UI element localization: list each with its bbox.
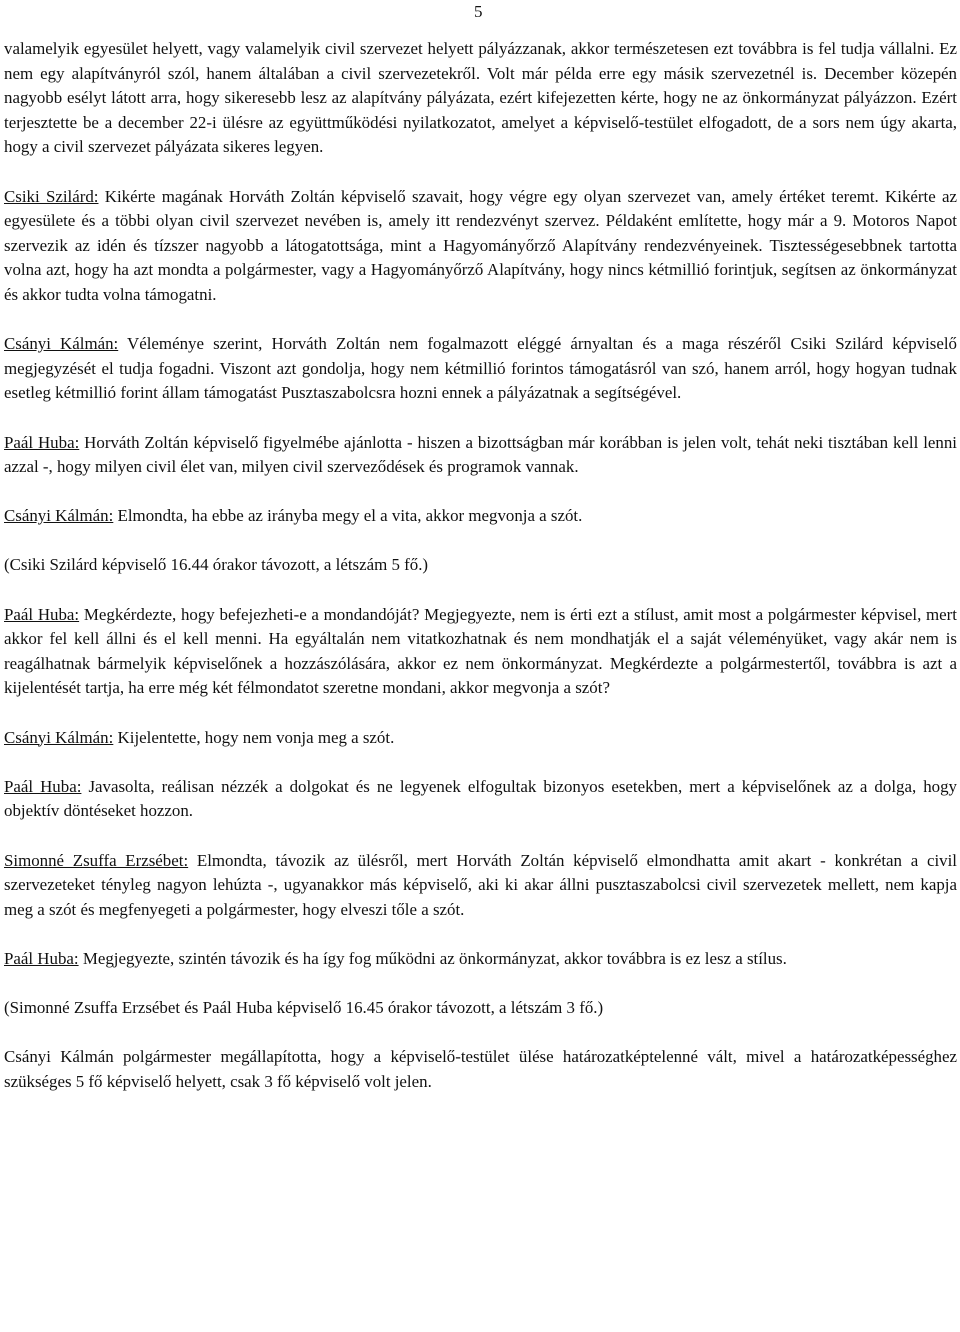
speaker-name: Csányi Kálmán: (4, 334, 119, 354)
speaker-name: Paál Huba: (4, 432, 80, 452)
paragraph-text: Megkérdezte, hogy befejezheti-e a mondandóját? Megjegyezte, nem is érti ezt a stílust, amit most a polgármester képvisel, mert akkor fel kell állni és el kell menni. Ha egyáltalán nem vitatkozhatnak és nem mondhatják el a saját véleményüket, vagy akár nem is reagálhatnak bármelyik képviselőnek a hozzászólására, akkor ez nem önkormányzat. Megkérdezte a polgármestertől, továbbra is azt a kijelentését tartja, ha erre még két félmondatot szeretne mondani, akkor megvonja a szót? (4, 604, 957, 698)
paragraph-text: Véleménye szerint, Horváth Zoltán nem fogalmazott eléggé árnyaltan és a maga részéről Csiki Szilárd képviselő megjegyzését el tudja fogadni. Viszont azt gondolja, hogy nem kétmillió forintos támogatásról van szó, hanem arról, hogy hogyan tudnak esetleg kétmillió forint állam támogatást Pusztaszabolcsra hozni ennek a pályázatnak a segítségével. (4, 334, 957, 403)
speaker-name: Simonné Zsuffa Erzsébet: (4, 850, 189, 870)
paragraph-4 (4, 431, 957, 480)
speaker-name: Paál Huba: (4, 776, 82, 796)
paragraph-1 (4, 37, 957, 160)
paragraph-11 (4, 947, 957, 972)
speaker-name: Csányi Kálmán: (4, 506, 114, 526)
speaker-name: Paál Huba: (4, 948, 79, 968)
paragraph-10 (4, 849, 957, 923)
paragraph-13 (4, 1045, 957, 1094)
paragraph-3 (4, 332, 957, 406)
page-number: 5 (474, 2, 483, 21)
paragraph-text: valamelyik egyesület helyett, vagy valamelyik civil szervezet helyett pályázzanak, akkor természetesen ezt továbbra is fel tudja vállalni. Ez nem egy alapítványról szól, hanem általában a civil szervezetekről. Volt már példa erre egy másik szervezetnél is. December közepén nagyobb esélyt látott arra, hogy sikeresebb lesz az alapítvány pályázata, ezért kifejezetten kérte, hogy ne az önkormányzat pályázzon. Ezért terjesztette be a december 22-i ülésre az együttműködési nyilatkozatot, amelyet a képviselő-testület elfogadott, de a sors nem úgy akarta, hogy a civil szervezet pályázata sikeres legyen. (4, 39, 957, 157)
paragraph-8 (4, 726, 957, 751)
paragraph-6 (4, 553, 957, 578)
paragraph-text: (Simonné Zsuffa Erzsébet és Paál Huba képviselő 16.45 órakor távozott, a létszám 3 fő.) (4, 998, 604, 1018)
paragraph-7 (4, 603, 957, 701)
paragraph-text: Megjegyezte, szintén távozik és ha így fog működni az önkormányzat, akkor továbbra is ez lesz a stílus. (82, 948, 787, 968)
paragraph-text: Elmondta, távozik az ülésről, mert Horváth Zoltán képviselő elmondhatta amit akart - konkrétan a civil szervezeteket tényleg nagyon lehúzta -, ugyanakkor más képviselő, aki ki akar állni pusztaszabolcsi civil szervezetek mellett, nem kapja meg a szót és megfenyegeti a polgármester, hogy elveszi tőle a szót. (4, 850, 957, 919)
paragraph-text: Javasolta, reálisan nézzék a dolgokat és ne legyenek elfogultak bizonyos esetekben, mert a képviselőnek az a dolga, hogy objektív döntéseket hozzon. (4, 776, 957, 821)
speaker-name: Csiki Szilárd: (4, 186, 99, 206)
speaker-name: Paál Huba: (4, 604, 80, 624)
paragraph-9 (4, 775, 957, 824)
speaker-name: Csányi Kálmán: (4, 727, 114, 747)
paragraph-text: (Csiki Szilárd képviselő 16.44 órakor távozott, a létszám 5 fő.) (4, 555, 429, 575)
paragraph-text: Kijelentette, hogy nem vonja meg a szót. (117, 727, 395, 747)
paragraph-text: Kikérte magának Horváth Zoltán képviselő szavait, hogy végre egy olyan szervezet van, amely értéket teremt. Kikérte az egyesülete és a többi olyan civil szervezet nevében is, amely itt rendezvényt szervez. Példaként említette, hogy már a 9. Motoros Napot szervezik az idén és tízszer nagyobb a látogatottsága, mint a Hagyományőrző Alapítvány rendezvényeinek. Tisztességesebbnek tartotta volna azt, hogy ha azt mondta a polgármester, vagy a Hagyományőrző Alapítvány, hogy nincs kétmillió forintjuk, segítsen az önkormányzat és akkor tudta volna támogatni. (4, 186, 957, 304)
paragraph-5 (4, 504, 957, 529)
document-body (4, 37, 957, 1095)
paragraph-text: Elmondta, ha ebbe az irányba megy el a vita, akkor megvonja a szót. (117, 506, 583, 526)
paragraph-text: Csányi Kálmán polgármester megállapította, hogy a képviselő-testület ülése határozatképtelenné vált, mivel a határozatképességhez szükséges 5 fő képviselő helyett, csak 3 fő képviselő volt jelen. (4, 1047, 957, 1091)
paragraph-text: Horváth Zoltán képviselő figyelmébe ajánlotta - hiszen a bizottságban már korábban is jelen volt, tehát neki tisztában kell lenni azzal -, hogy milyen civil élet van, milyen civil szerveződések és programok vannak. (4, 432, 957, 477)
paragraph-2 (4, 185, 957, 308)
paragraph-12 (4, 996, 957, 1021)
